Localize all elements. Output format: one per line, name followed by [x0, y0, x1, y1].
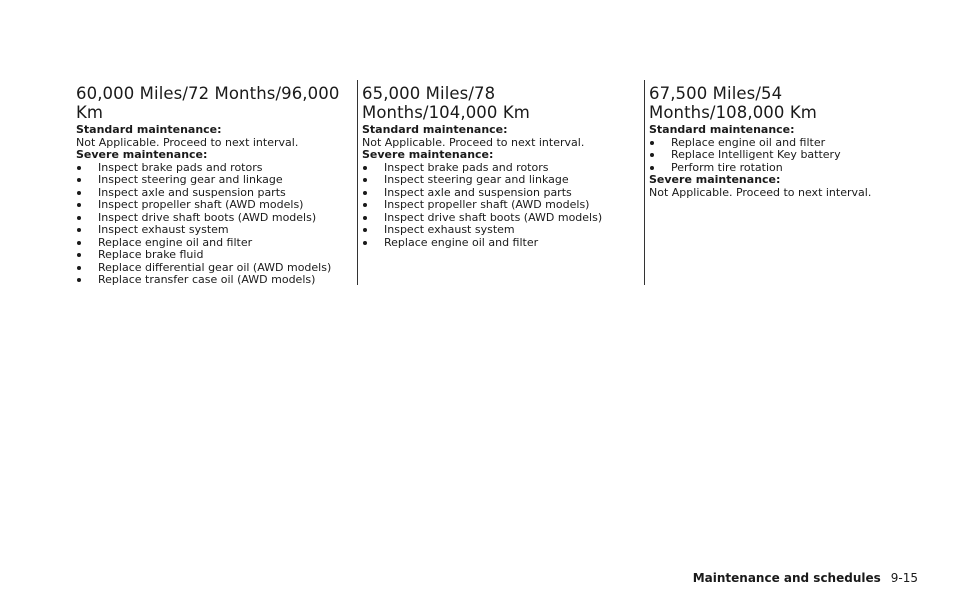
standard-maintenance-text: Not Applicable. Proceed to next interval.	[362, 135, 585, 149]
list-item-text: Replace transfer case oil (AWD models)	[98, 273, 316, 286]
list-item-text: Inspect exhaust system	[98, 223, 229, 236]
bullet-icon	[363, 166, 367, 170]
standard-maintenance-label: Standard maintenance:	[76, 123, 222, 136]
interval-heading: 65,000 Miles/78 Months/104,000 Km	[362, 84, 530, 122]
list-item-text: Replace engine oil and filter	[384, 235, 539, 249]
list-item-text: Inspect propeller shaft (AWD models)	[384, 198, 590, 211]
bullet-icon	[363, 241, 367, 245]
bullet-icon	[650, 166, 654, 170]
bullet-icon	[363, 203, 367, 207]
bullet-icon	[363, 191, 367, 195]
bullet-icon	[363, 178, 367, 182]
list-item-text: Replace Intelligent Key battery	[671, 148, 841, 161]
severe-maintenance-text: Not Applicable. Proceed to next interval.	[649, 185, 872, 199]
list-item-text: Inspect steering gear and linkage	[384, 173, 569, 186]
bullet-icon	[363, 216, 367, 220]
list-item	[362, 237, 630, 250]
list-item-text: Inspect brake pads and rotors	[98, 160, 263, 174]
bullet-icon	[650, 153, 654, 157]
bullet-icon	[77, 266, 81, 270]
list-item-text: Inspect exhaust system	[384, 223, 515, 236]
list-item-text: Replace engine oil and filter	[98, 235, 253, 249]
severe-maintenance-label: Severe maintenance:	[76, 148, 208, 161]
list-item-text: Inspect drive shaft boots (AWD models)	[98, 210, 317, 224]
bullet-icon	[77, 241, 81, 245]
severe-maintenance-label: Severe maintenance:	[362, 148, 494, 161]
list-item	[649, 162, 917, 175]
column-divider	[357, 80, 358, 285]
interval-column-65000	[362, 84, 630, 249]
bullet-icon	[77, 228, 81, 232]
list-item-text: Inspect drive shaft boots (AWD models)	[384, 210, 603, 224]
standard-maintenance-text: Not Applicable. Proceed to next interval.	[76, 135, 299, 149]
list-item	[76, 274, 344, 287]
severe-maintenance-label: Severe maintenance:	[649, 173, 781, 186]
list-item-text: Inspect steering gear and linkage	[98, 173, 283, 186]
standard-maintenance-label: Standard maintenance:	[362, 123, 508, 136]
list-item-text: Perform tire rotation	[671, 160, 783, 174]
bullet-icon	[77, 216, 81, 220]
bullet-icon	[77, 178, 81, 182]
bullet-icon	[77, 253, 81, 257]
list-item-text: Inspect axle and suspension parts	[384, 185, 572, 199]
list-item-text: Inspect propeller shaft (AWD models)	[98, 198, 304, 211]
standard-maintenance-list	[649, 137, 917, 175]
list-item-text: Replace differential gear oil (AWD models)	[98, 260, 332, 274]
list-item-text: Inspect brake pads and rotors	[384, 160, 549, 174]
bullet-icon	[77, 278, 81, 282]
bullet-icon	[77, 166, 81, 170]
list-item-text: Inspect axle and suspension parts	[98, 185, 286, 199]
column-divider	[644, 80, 645, 285]
page-footer	[693, 571, 918, 585]
interval-column-67500	[649, 84, 917, 199]
bullet-icon	[77, 203, 81, 207]
interval-column-60000	[76, 84, 344, 287]
interval-heading: 67,500 Miles/54 Months/108,000 Km	[649, 84, 817, 122]
bullet-icon	[650, 141, 654, 145]
page-number: 9-15	[890, 571, 918, 585]
section-title: Maintenance and schedules	[692, 571, 881, 585]
severe-maintenance-list	[76, 162, 344, 287]
bullet-icon	[77, 191, 81, 195]
interval-heading: 60,000 Miles/72 Months/96,000 Km	[76, 84, 340, 122]
bullet-icon	[363, 228, 367, 232]
standard-maintenance-label: Standard maintenance:	[649, 123, 795, 136]
list-item-text: Replace engine oil and filter	[671, 135, 826, 149]
list-item-text: Replace brake fluid	[98, 248, 204, 261]
severe-maintenance-list	[362, 162, 630, 250]
